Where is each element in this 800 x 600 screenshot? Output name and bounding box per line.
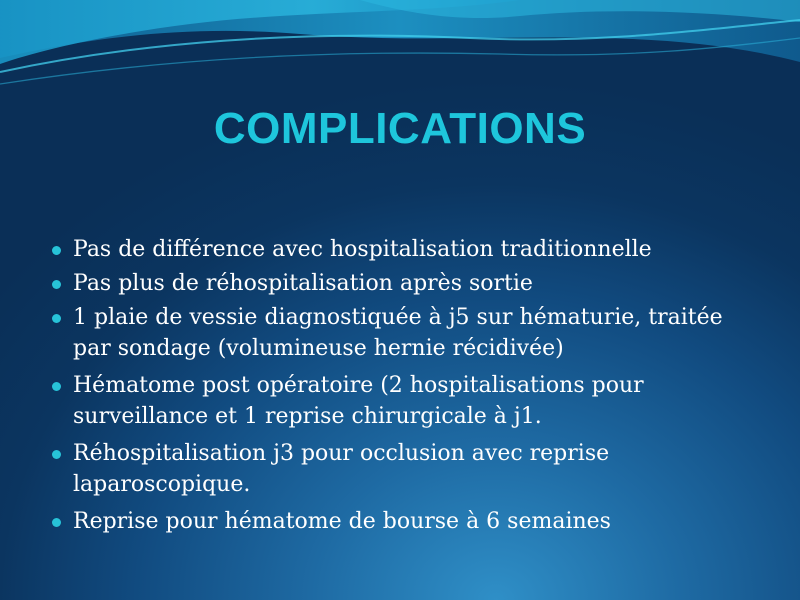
bullet-item bbox=[50, 268, 750, 299]
decorative-waves bbox=[0, 0, 800, 95]
bullet-text: Pas de différence avec hospitalisation traditionnelle bbox=[73, 237, 652, 262]
bullet-text: Hématome post opératoire (2 hospitalisations pour surveillance et 1 reprise chirurgicale à j1. bbox=[73, 373, 644, 429]
bullet-list bbox=[50, 234, 750, 543]
bullet-dot-icon bbox=[52, 450, 61, 459]
bullet-dot-icon bbox=[52, 280, 61, 289]
slide-title: COMPLICATIONS bbox=[213, 104, 587, 153]
bullet-text: Réhospitalisation j3 pour occlusion avec reprise laparoscopique. bbox=[73, 441, 610, 497]
bullet-dot-icon bbox=[52, 314, 61, 323]
bullet-text: Pas plus de réhospitalisation après sortie bbox=[73, 271, 533, 296]
bullet-dot-icon bbox=[52, 382, 61, 391]
bullet-item bbox=[50, 234, 750, 265]
bullet-dot-icon bbox=[52, 246, 61, 255]
bullet-item bbox=[50, 506, 750, 537]
bullet-dot-icon bbox=[52, 518, 61, 527]
bullet-item bbox=[50, 370, 750, 432]
bullet-item bbox=[50, 438, 750, 500]
bullet-item bbox=[50, 302, 750, 364]
bullet-text: Reprise pour hématome de bourse à 6 semaines bbox=[73, 509, 611, 534]
bullet-text: 1 plaie de vessie diagnostiquée à j5 sur hématurie, traitée par sondage (volumineuse hernie récidivée) bbox=[73, 305, 723, 361]
